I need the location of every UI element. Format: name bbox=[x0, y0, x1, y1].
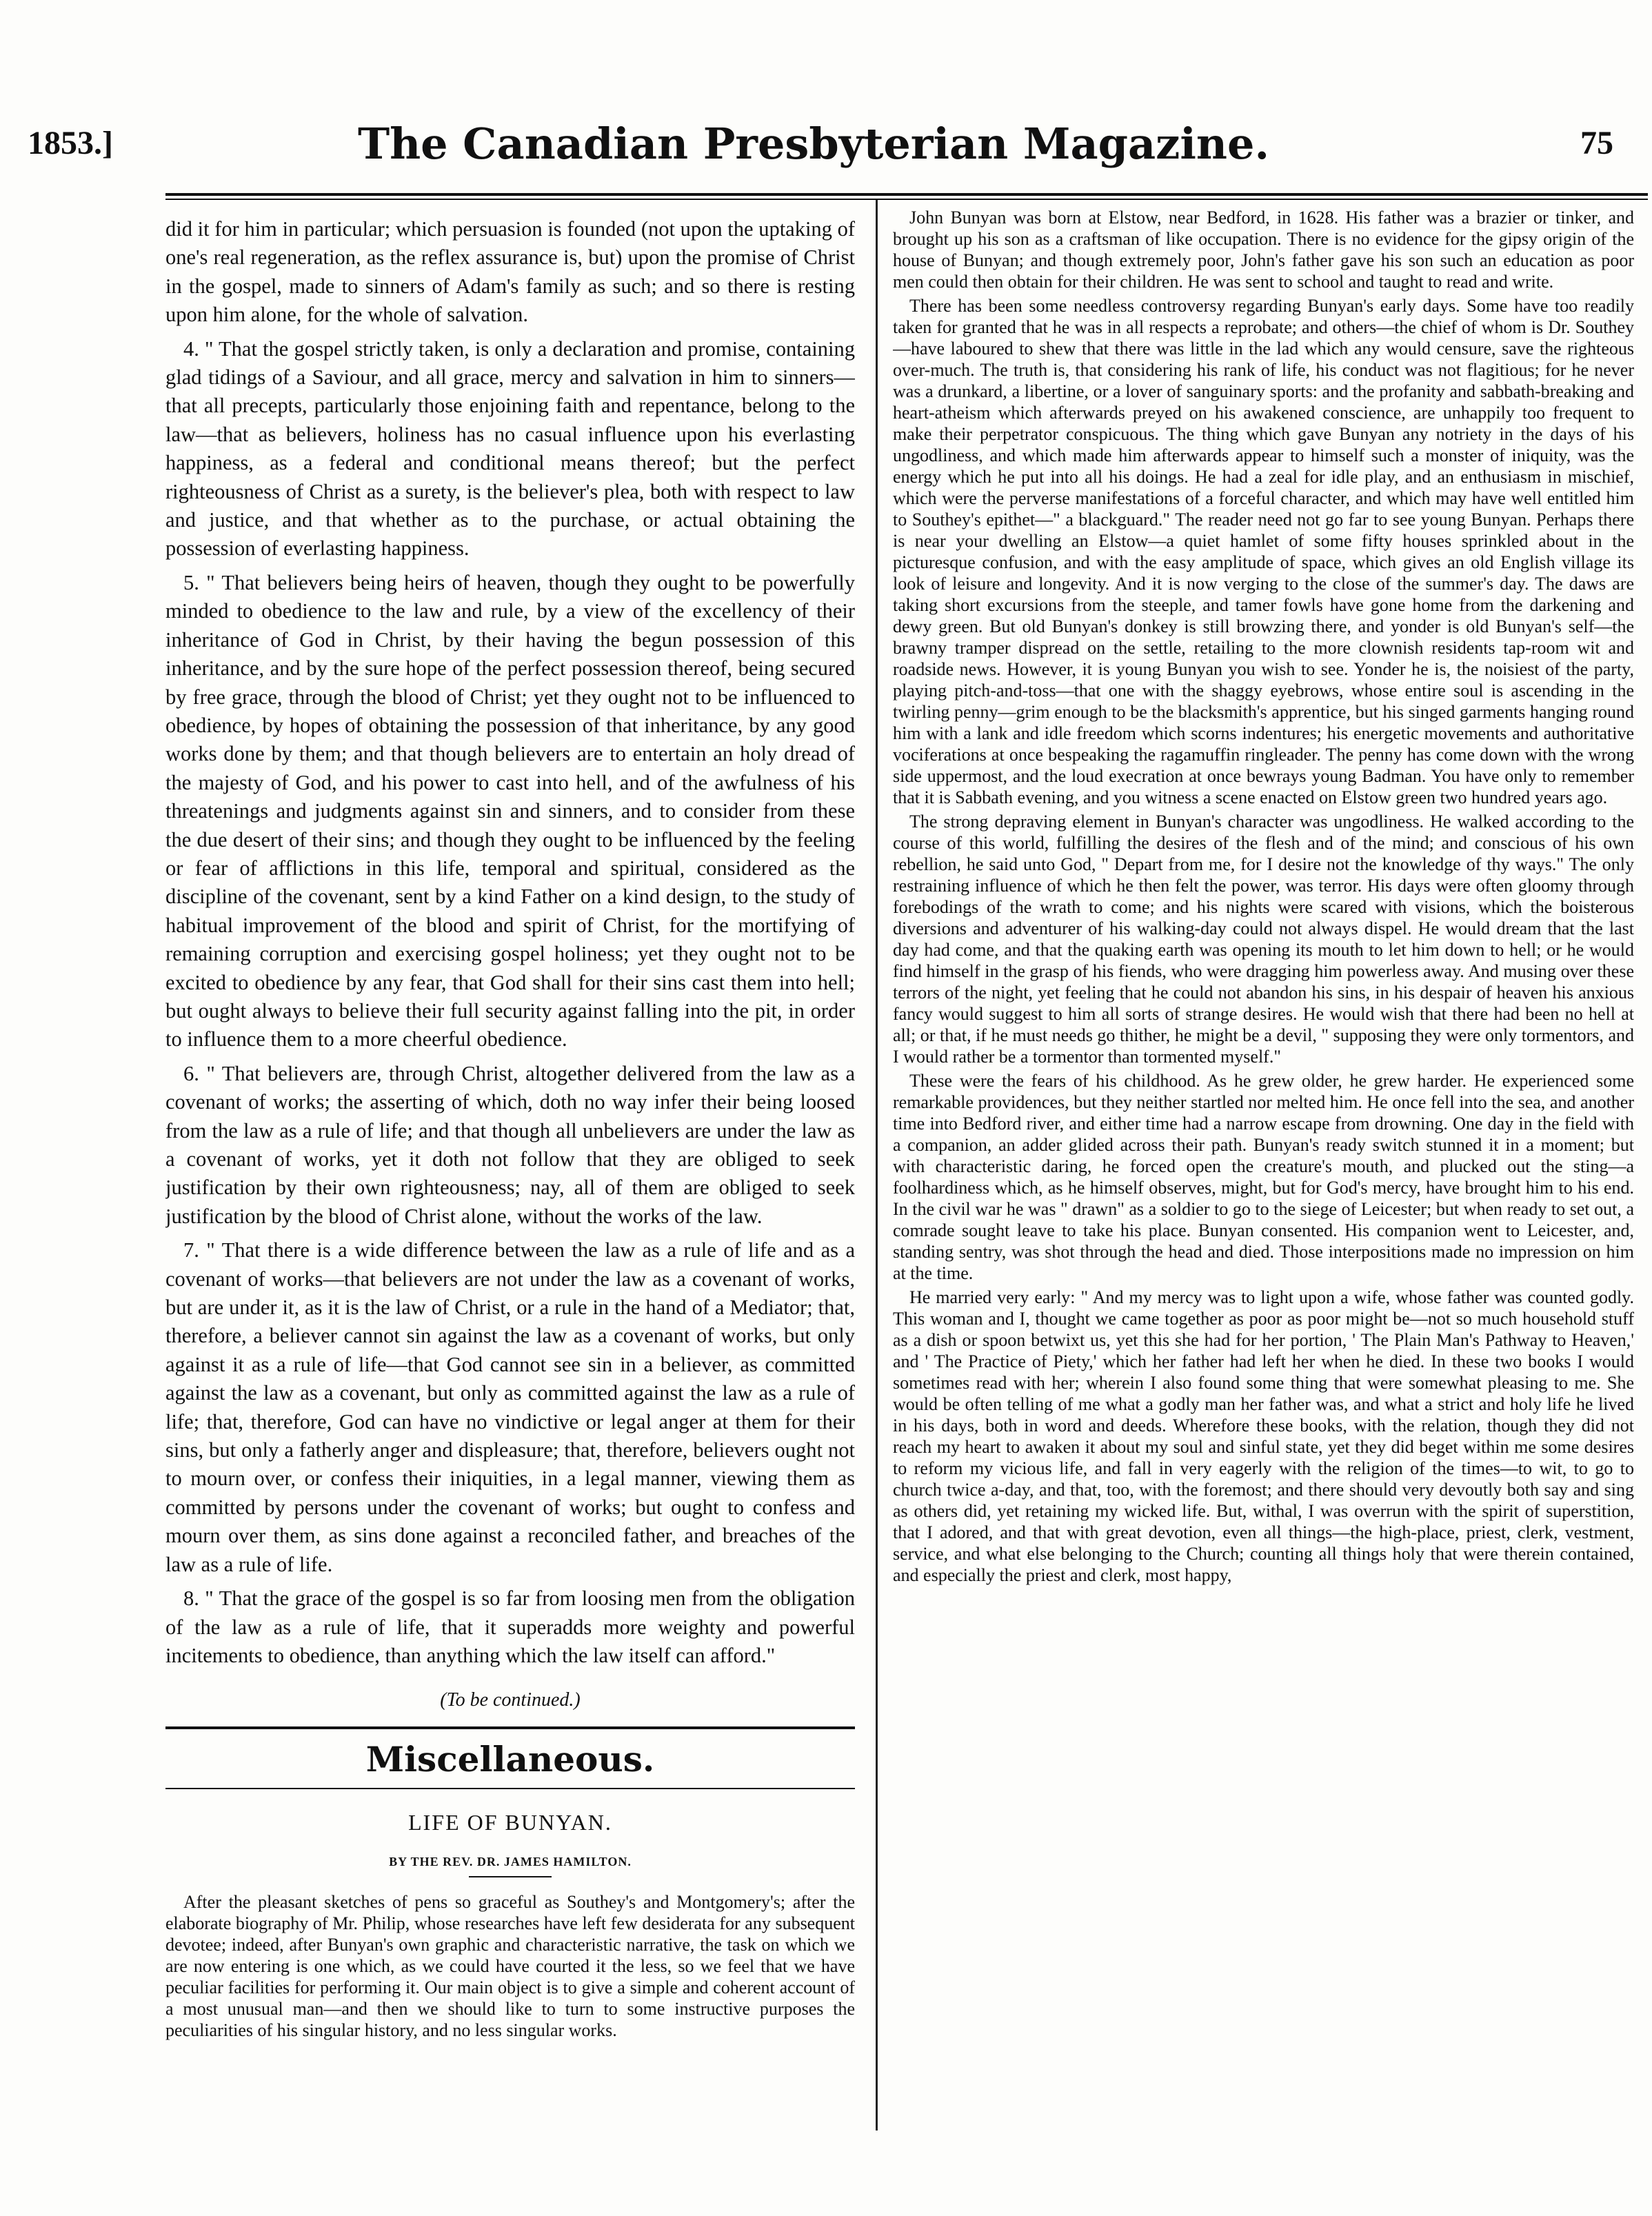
byline-rule bbox=[469, 1876, 552, 1877]
paragraph: did it for him in particular; which persuasion is founded (not upon the uptaking of one's real regeneration, as the reflex assurance is, but) upon the promise of Christ in the gospel, made to sinners of Adam's family as such; and so there is resting upon him alone, for the whole of salvation. bbox=[165, 217, 855, 327]
paragraph: 6. " That believers are, through Christ, altogether delivered from the law as a covenant of works; the asserting of which, doth no way infer their being loosed from the law as a rule of life; and that though all unbelievers are under the law as a covenant of works, yet it doth not follow that they are obliged to seek justification by their own righteousness; nay, all of them are obliged to seek justification by the blood of Christ alone, without the works of the law. bbox=[165, 1061, 855, 1228]
paragraph: 7. " That there is a wide difference between the law as a rule of life and as a covenant of works—that believers are not under the law as a covenant of works, but are under it, as it is the law of Christ, or a rule in the hand of a Mediator; that, therefore, a believer cannot sin against the law as a covenant of works, but only against it as a rule of life—that God cannot see sin in a believer, as committed against the law as a covenant, but only as committed against the law as a rule of life; that, therefore, God can have no vindictive or legal anger at them for their sins, but only a fatherly anger and displeasure; that, therefore, believers ought not to mourn over, or confess their iniquities, in a legal manner, viewing them as committed by persons under the covenant of works; but ought to confess and mourn over them, as sins done against a reconciled father, and breaches of the law as a rule of life. bbox=[165, 1238, 855, 1576]
header-rule-thin bbox=[165, 199, 1648, 200]
header-year: 1853.] bbox=[28, 125, 113, 161]
right-column bbox=[893, 207, 1634, 2172]
left-column bbox=[165, 215, 855, 2125]
paragraph: John Bunyan was born at Elstow, near Bedford, in 1628. His father was a brazier or tinker, and brought up his son as a craftsman of like occupation. There is no evidence for the gipsy origin of the house of Bunyan; and though extremely poor, John's father gave his son such an education as poor men could then obtain for their children. He was sent to school and taught to read and write. bbox=[893, 208, 1634, 292]
magazine-title: The Canadian Presbyterian Magazine. bbox=[357, 119, 1270, 169]
paragraph: 8. " That the grace of the gospel is so far from loosing men from the obligation of the law as a rule of life, that it superadds more weighty and powerful incitements to obedience, than anything which the law itself can afford." bbox=[165, 1587, 855, 1667]
paragraph: 4. " That the gospel strictly taken, is only a declaration and promise, containing glad tidings of a Saviour, and all grace, mercy and salvation in him to sinners—that all precepts, particularly those enjoining faith and repentance, belong to the law—that as believers, holiness has no casual influence upon his everlasting happiness, as a federal and conditional means thereof; but the perfect righteousness of Christ as a surety, is the believer's plea, both with respect to law and justice, and that whether as to the purchase, or actual obtaining the possession of everlasting happiness. bbox=[165, 336, 855, 561]
article-title: LIFE OF BUNYAN. bbox=[408, 1810, 612, 1835]
paragraph: 5. " That believers being heirs of heaven, though they ought to be powerfully minded to obedience to the law and rule, by a view of the excellency of their inheritance of God in Christ, by their having the begun possession of this inheritance, and by the sure hope of the perfect possession thereof, being secured by free grace, through the blood of Christ; yet they ought not to be influenced to obedience, by hopes of obtaining the possession of that inheritance, by any good works done by them; and that though believers are to entertain an holy dread of the majesty of God, and his power to cast into hell, and of the awfulness of his threatenings and judgments against sin and sinners, and to consider from these the due desert of their sins; and though they ought to be influenced by the feeling or fear of afflictions in this life, temporal and spiritual, considered as the discipline of the covenant, sent by a kind Father on a kind design, to the study of habitual improvement of the blood and spirit of Christ, for the mortifying of remaining corruption and exercising gospel holiness; yet they ought not to be excited to obedience by any fear, that God shall for their sins cast them into hell; but ought always to believe their full security against falling into the pit, in order to influence them to a more cheerful obedience. bbox=[165, 570, 855, 1051]
paragraph: He married very early: " And my mercy was to light upon a wife, whose father was counted godly. This woman and I, thought we came together as poor as poor might be—not so much household stuff as a dish or spoon betwixt us, yet this she had for her portion, ' The Plain Man's Pathway to Heaven,' and ' The Practice of Piety,' which her father had left her when he died. In these two books I would sometimes read with her; wherein I also found some thing that were somewhat pleasing to me. She would be often telling of me what a godly man her father was, and what a strict and holy life he lived in his days, both in word and deeds. Wherefore these books, with the relation, though they did not reach my heart to awaken it about my soul and sinful state, yet they did beget within me some desires to reform my vicious life, and fall in very eagerly with the religion of the times—to wit, to go to church twice a-day, and that, too, with the foremost; and there should very devoutly both say and sing as others did, yet retaining my wicked life. But, withal, I was overrun with the spirit of superstition, that I adored, and that with great devotion, even all things—the high-place, priest, clerk, vestment, service, and what else belonging to the Church; counting all things holy that were therein contained, and especially the priest and clerk, most happy, bbox=[893, 1287, 1634, 1585]
page-header bbox=[28, 119, 1613, 181]
section-title: Miscellaneous. bbox=[365, 1739, 655, 1780]
article-intro: After the pleasant sketches of pens so graceful as Southey's and Montgomery's; after the elaborate biography of Mr. Philip, whose researches have left few desiderata for any subsequent devotee; indeed, after Bunyan's own graphic and characteristic narrative, the task on which we are now entering is one which, as we could have courted it the less, so we feel that we have peculiar facilities for performing it. Our main object is to give a simple and coherent account of a most unusual man—and then we should like to turn to some instructive purposes the peculiarities of his singular history, and no less singular works. bbox=[165, 1892, 855, 2041]
column-divider bbox=[876, 200, 878, 2131]
byline: BY THE REV. DR. JAMES HAMILTON. bbox=[389, 1855, 632, 1869]
paragraph: There has been some needless controversy regarding Bunyan's early days. Some have too readily taken for granted that he was in all respects a reprobate; and others—the chief of whom is Dr. Southey—have laboured to shew that there was little in the lad which any would censure, save the righteous over-much. The truth is, that considering his rank of life, his conduct was not flagitious; for he never was a drunkard, a libertine, or a lover of sanguinary sports: and the profanity and sabbath-breaking and heart-atheism which afterwards preyed on his awakened conscience, are unhappily too frequent to make their perpetrator conspicuous. The thing which gave Bunyan any notriety in the days of his ungodliness, and which made him afterwards appear to himself such a monster of iniquity, was the energy which he put into all his doings. He had a zeal for idle play, and an enthusiasm in mischief, which were the perverse manifestations of a forceful character, and which may have well entitled him to Southey's epithet—" a blackguard." The reader need not go far to see young Bunyan. Perhaps there is near your dwelling an Elstow—a quiet hamlet of some fifty houses sprinkled about in the picturesque confusion, and with the easy amplitude of space, which gives an old English village its look of leisure and longevity. And it is now verging to the close of the summer's day. The daws are taking short excursions from the steeple, and tamer fowls have gone home from the darkening and dewy green. But old Bunyan's donkey is still browzing there, and yonder is old Bunyan's self—the brawny tramper dispread on the settle, retailing to the more clownish residents tap-room wit and roadside news. However, it is young Bunyan you wish to see. Yonder he is, the noisiest of the party, playing pitch-and-toss—that one with the shaggy eyebrows, whose entire soul is ascending in the twirling penny—grim enough to be the blacksmith's apprentice, but his singed garments hanging round him with a lank and idle freedom which scorns indentures; his energetic movements and authoritative vociferations at once bespeaking the ragamuffin ringleader. The penny has come down with the wrong side uppermost, and the loud execration at once bewrays young Badman. You have only to remember that it is Sabbath evening, and you witness a scene enacted on Elstow green two hundred years ago. bbox=[893, 296, 1634, 807]
section-rule-thin bbox=[165, 1788, 855, 1789]
to-be-continued: (To be continued.) bbox=[440, 1689, 581, 1711]
header-rule bbox=[165, 193, 1648, 196]
page-number: 75 bbox=[1580, 125, 1613, 161]
paragraph: These were the fears of his childhood. As he grew older, he grew harder. He experienced some remarkable providences, but they neither startled nor melted him. He once fell into the sea, and another time into Bedford river, and either time had a narrow escape from drowning. One day in the field with a companion, an adder glided across their path. Bunyan's ready switch stunned it in a moment; but with characteristic daring, he forced open the creature's mouth, and plucked out the sting—a foolhardiness which, as he himself observes, might, but for God's mercy, have brought him to his end. In the civil war he was " drawn" as a soldier to go to the siege of Leicester; but when ready to set out, a comrade sought leave to take his place. Bunyan consented. His companion went to Leicester, and, standing sentry, was shot through the head and died. Those interpositions made no impression on him at the time. bbox=[893, 1071, 1634, 1283]
paragraph: The strong depraving element in Bunyan's character was ungodliness. He walked according to the course of this world, fulfilling the desires of the flesh and of the mind; and conscious of his own rebellion, he said unto God, " Depart from me, for I desire not the knowledge of thy ways." The only restraining influence of which he then felt the power, was terror. His days were often gloomy through forebodings of the wrath to come; and his nights were scared with visions, which the boisterous diversions and adventurer of his walking-day could not always dispel. He would dream that the last day had come, and that the quaking earth was opening its mouth to let him down to hell; or he would find himself in the grasp of his fiends, who were dragging him powerless away. And musing over these terrors of the night, yet feeling that he could not abandon his sins, in his despair of heaven his anxious fancy would suggest to him all sorts of strange desires. He would wish that there had been no hell at all; or that, if he must needs go thither, he might be a devil, " supposing they were only tormentors, and I would rather be a tormentor than tormented myself." bbox=[893, 812, 1634, 1067]
